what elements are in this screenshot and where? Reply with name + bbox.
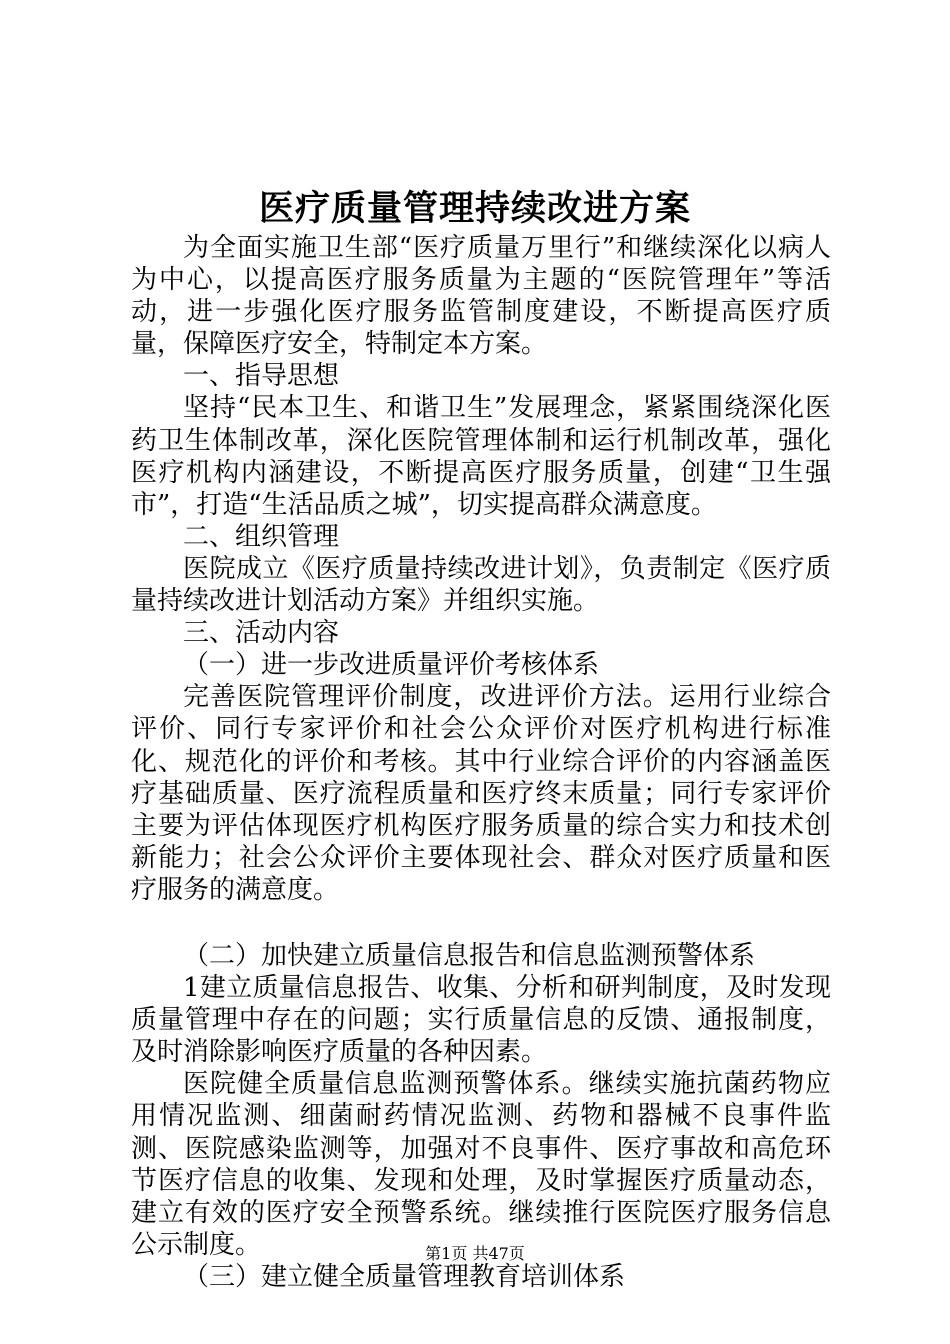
document-body	[131, 232, 831, 1293]
monitoring-paragraph-2: 医院健全质量信息监测预警体系。继续实施抗菌药物应用情况监测、细菌耐药情况监测、药物和器械不良事件监测、医院感染监测等，加强对不良事件、医疗事故和高危环节医疗信息的收集、发现和处理，及时掌握医疗质量动态，建立有效的医疗安全预警系统。继续推行医院医疗服务信息公示制度。	[131, 1069, 831, 1260]
paragraph-gap	[131, 906, 831, 940]
document-title: 医疗质量管理持续改进方案	[258, 189, 691, 229]
subsection-heading-evaluation: （一）进一步改进质量评价考核体系	[183, 650, 600, 681]
evaluation-paragraph: 完善医院管理评价制度，改进评价方法。运用行业综合评价、同行专家评价和社会公众评价对医疗机构进行标准化、规范化的评价和考核。其中行业综合评价的内容涵盖医疗基础质量、医疗流程质量和医疗终末质量；同行专家评价主要为评估体现医疗机构医疗服务质量的综合实力和技术创新能力；社会公众评价主要体现社会、群众对医疗质量和医疗服务的满意度。	[131, 682, 831, 905]
monitoring-paragraph-1: 1建立质量信息报告、收集、分析和研判制度，及时发现质量管理中存在的问题；实行质量信息的反馈、通报制度，及时消除影响医疗质量的各种因素。	[131, 973, 831, 1068]
guiding-ideology-paragraph: 坚持“民本卫生、和谐卫生”发展理念，紧紧围绕深化医药卫生体制改革，深化医院管理体制和运行机制改革，强化医疗机构内涵建设，不断提高医疗服务质量，创建“卫生强市”，打造“生活品质之城”，切实提高群众满意度。	[131, 393, 831, 520]
section-heading-guiding-ideology: 一、指导思想	[183, 361, 340, 392]
section-heading-organization: 二、组织管理	[183, 521, 340, 552]
subsection-heading-training: （三）建立健全质量管理教育培训体系	[183, 1261, 626, 1292]
intro-paragraph: 为全面实施卫生部“医疗质量万里行”和继续深化以病人为中心，以提高医疗服务质量为主题的“医院管理年”等活动，进一步强化医疗服务监管制度建设，不断提高医疗质量，保障医疗安全，特制定本方案。	[131, 233, 831, 360]
organization-paragraph: 医院成立《医疗质量持续改进计划》，负责制定《医疗质量持续改进计划活动方案》并组织实施。	[131, 553, 831, 617]
subsection-heading-monitoring: （二）加快建立质量信息报告和信息监测预警体系	[183, 940, 756, 971]
page-footer: 第1页 共47页	[425, 1244, 525, 1263]
section-heading-activities: 三、活动内容	[183, 618, 340, 649]
